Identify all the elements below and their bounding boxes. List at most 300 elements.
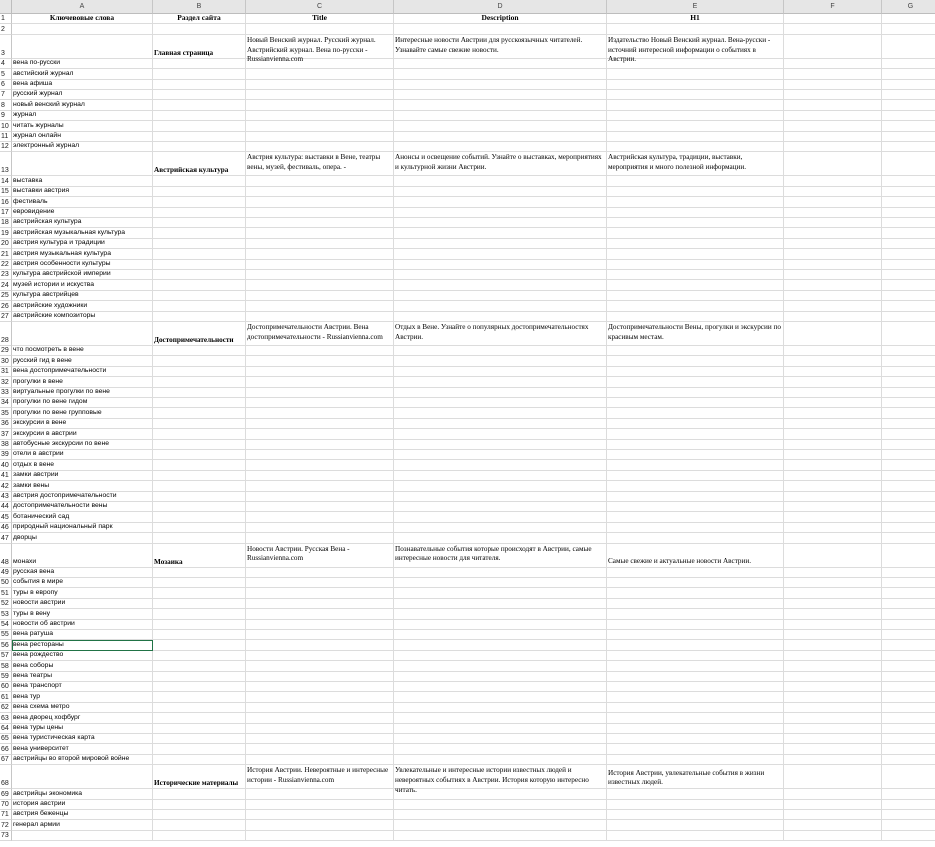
keyword-cell[interactable]: новости об австрии [12,620,153,630]
column-header-d[interactable]: D [394,0,607,14]
cell[interactable] [246,744,394,754]
cell[interactable] [246,533,394,543]
cell[interactable] [882,80,935,90]
keyword-cell[interactable]: культура австрийской империи [12,270,153,280]
cell[interactable] [12,765,153,789]
cell[interactable] [882,692,935,702]
cell[interactable] [784,831,882,841]
cell[interactable] [394,672,607,682]
cell[interactable] [394,724,607,734]
h1-cell[interactable]: Издательство Новый Венский журнал. Вена-русски - источний интересной информации о событиях в Австрии. [607,35,784,59]
cell[interactable] [394,713,607,723]
h1-cell[interactable]: История Австрии, увлекательные события в жизни известных людей. [607,765,784,789]
cell[interactable] [394,831,607,841]
cell[interactable] [246,176,394,186]
row-header[interactable]: 27 [0,312,12,322]
cell[interactable] [394,630,607,640]
cell[interactable] [246,831,394,841]
row-header[interactable]: 39 [0,450,12,460]
cell[interactable] [153,502,246,512]
cell[interactable] [784,765,882,789]
cell[interactable] [153,260,246,270]
cell[interactable] [784,69,882,79]
cell[interactable] [607,59,784,69]
cell[interactable] [394,377,607,387]
cell[interactable] [784,59,882,69]
row-header[interactable]: 34 [0,398,12,408]
cell[interactable] [246,703,394,713]
cell[interactable] [153,291,246,301]
row-header[interactable]: 42 [0,481,12,491]
cell[interactable] [882,59,935,69]
cell[interactable] [882,755,935,765]
cell[interactable] [882,429,935,439]
cell[interactable] [607,599,784,609]
row-header[interactable]: 17 [0,208,12,218]
cell[interactable] [607,471,784,481]
keyword-cell[interactable]: вена рождество [12,651,153,661]
keyword-cell[interactable]: новости австрии [12,599,153,609]
cell[interactable] [784,440,882,450]
cell[interactable] [784,346,882,356]
cell[interactable] [607,460,784,470]
cell[interactable] [246,450,394,460]
cell[interactable] [246,609,394,619]
cell[interactable] [784,820,882,830]
row-header[interactable]: 70 [0,800,12,810]
keyword-cell[interactable]: туры в европу [12,588,153,598]
cell[interactable] [394,208,607,218]
cell[interactable] [784,800,882,810]
cell[interactable] [784,187,882,197]
cell[interactable] [882,512,935,522]
keyword-cell[interactable]: австрия культура и традиции [12,239,153,249]
cell[interactable] [882,176,935,186]
cell[interactable] [784,713,882,723]
row-header[interactable]: 10 [0,121,12,131]
cell[interactable] [882,800,935,810]
cell[interactable] [394,280,607,290]
cell[interactable] [784,609,882,619]
cell[interactable] [246,523,394,533]
cell[interactable] [394,450,607,460]
cell[interactable] [882,789,935,799]
cell[interactable] [607,208,784,218]
cell[interactable] [394,682,607,692]
row-header[interactable]: 66 [0,744,12,754]
cell[interactable] [153,59,246,69]
cell[interactable] [784,734,882,744]
cell[interactable] [153,734,246,744]
cell[interactable] [12,24,153,34]
keyword-cell[interactable]: вена дворец хофбург [12,713,153,723]
cell[interactable] [882,568,935,578]
cell[interactable] [607,228,784,238]
cell[interactable] [153,377,246,387]
keyword-cell[interactable]: достопримечательности вены [12,502,153,512]
row-header[interactable]: 45 [0,512,12,522]
cell[interactable] [882,820,935,830]
cell[interactable] [153,481,246,491]
cell[interactable] [153,69,246,79]
cell[interactable] [246,471,394,481]
cell[interactable] [246,692,394,702]
cell[interactable] [784,630,882,640]
cell[interactable] [246,800,394,810]
cell[interactable] [882,502,935,512]
cell[interactable] [784,429,882,439]
cell[interactable] [882,765,935,789]
cell[interactable] [394,599,607,609]
cell[interactable] [784,142,882,152]
row-header[interactable]: 6 [0,80,12,90]
row-header[interactable]: 71 [0,810,12,820]
cell[interactable] [784,239,882,249]
cell[interactable] [246,291,394,301]
keyword-cell[interactable]: вена тур [12,692,153,702]
cell[interactable] [784,197,882,207]
cell[interactable] [784,651,882,661]
cell[interactable] [12,831,153,841]
cell[interactable] [882,322,935,346]
description-cell[interactable]: Интересные новости Австрии для русскоязычных читателей. Узнавайте самые свежие новости. [394,35,607,59]
cell[interactable] [153,820,246,830]
header-cell-a[interactable]: Ключевовые слова [12,14,153,24]
row-header[interactable]: 18 [0,218,12,228]
cell[interactable] [784,356,882,366]
cell[interactable] [153,187,246,197]
title-cell[interactable]: История Австрии. Невероятные и интересные истории - Russianvienna.com [246,765,394,789]
cell[interactable] [784,492,882,502]
section-name-cell[interactable]: Главная страница [153,35,246,59]
cell[interactable] [607,831,784,841]
row-header[interactable]: 52 [0,599,12,609]
cell[interactable] [153,578,246,588]
keyword-cell[interactable]: что посмотреть в вене [12,346,153,356]
cell[interactable] [246,228,394,238]
cell[interactable] [246,301,394,311]
cell[interactable] [153,682,246,692]
keyword-cell[interactable]: вена театры [12,672,153,682]
section-name-cell[interactable]: Мозаика [153,544,246,568]
cell[interactable] [784,121,882,131]
keyword-cell[interactable]: вена туры цены [12,724,153,734]
cell[interactable] [394,640,607,650]
row-header[interactable]: 73 [0,831,12,841]
cell[interactable] [394,578,607,588]
cell[interactable] [153,367,246,377]
row-header[interactable]: 57 [0,651,12,661]
cell[interactable] [153,640,246,650]
cell[interactable] [153,744,246,754]
cell[interactable] [882,481,935,491]
cell[interactable] [784,152,882,176]
cell[interactable] [394,609,607,619]
cell[interactable] [246,682,394,692]
column-header-a[interactable]: A [12,0,153,14]
cell[interactable] [784,367,882,377]
cell[interactable] [607,239,784,249]
cell[interactable] [246,280,394,290]
cell[interactable] [784,270,882,280]
cell[interactable] [394,755,607,765]
cell[interactable] [246,218,394,228]
row-header[interactable]: 58 [0,661,12,671]
cell[interactable] [607,90,784,100]
keyword-cell[interactable]: вена университет [12,744,153,754]
cell[interactable] [882,208,935,218]
cell[interactable] [246,724,394,734]
row-header[interactable]: 37 [0,429,12,439]
row-header[interactable]: 33 [0,388,12,398]
cell[interactable] [784,100,882,110]
cell[interactable] [246,755,394,765]
keyword-cell[interactable]: виртуальные прогулки по вене [12,388,153,398]
cell[interactable] [784,599,882,609]
keyword-cell[interactable]: австрийская музыкальная культура [12,228,153,238]
cell[interactable] [784,460,882,470]
cell[interactable] [246,142,394,152]
cell[interactable] [784,620,882,630]
cell[interactable] [153,270,246,280]
section-name-cell[interactable]: Австрийская культура [153,152,246,176]
cell[interactable] [882,69,935,79]
cell[interactable] [246,270,394,280]
cell[interactable] [784,312,882,322]
cell[interactable] [607,249,784,259]
cell[interactable] [153,346,246,356]
row-header[interactable]: 25 [0,291,12,301]
cell[interactable] [882,356,935,366]
cell[interactable] [153,208,246,218]
row-header[interactable]: 46 [0,523,12,533]
cell[interactable] [607,260,784,270]
cell[interactable] [394,228,607,238]
cell[interactable] [394,111,607,121]
cell[interactable] [394,260,607,270]
row-header[interactable]: 30 [0,356,12,366]
description-cell[interactable]: Познавательные события которые происходят в Австрии, самые интересные новости для читателя. [394,544,607,568]
keyword-cell[interactable]: русская вена [12,568,153,578]
cell[interactable] [607,755,784,765]
cell[interactable] [246,620,394,630]
cell[interactable] [784,111,882,121]
keyword-cell[interactable]: фестиваль [12,197,153,207]
title-cell[interactable]: Австрия культура: выставки в Вене, театры вены, музей, фестиваль, опера. - [246,152,394,176]
row-header[interactable]: 65 [0,734,12,744]
cell[interactable] [246,492,394,502]
cell[interactable] [784,481,882,491]
cell[interactable] [394,661,607,671]
cell[interactable] [153,651,246,661]
cell[interactable] [246,429,394,439]
cell[interactable] [153,630,246,640]
cell[interactable] [153,398,246,408]
row-header[interactable]: 48 [0,544,12,568]
cell[interactable] [784,249,882,259]
cell[interactable] [882,440,935,450]
cell[interactable] [153,142,246,152]
column-header-e[interactable]: E [607,0,784,14]
cell[interactable] [882,280,935,290]
cell[interactable] [394,460,607,470]
cell[interactable] [153,533,246,543]
row-header[interactable]: 51 [0,588,12,598]
section-name-cell[interactable]: Достопримечательности [153,322,246,346]
cell[interactable] [153,132,246,142]
cell[interactable] [394,789,607,799]
keyword-cell[interactable]: вена афиша [12,80,153,90]
cell[interactable] [153,568,246,578]
keyword-cell[interactable]: экскурсии в австрии [12,429,153,439]
cell[interactable] [394,800,607,810]
cell[interactable] [607,121,784,131]
cell[interactable] [607,408,784,418]
cell[interactable] [882,142,935,152]
keyword-cell[interactable]: австийский журнал [12,69,153,79]
keyword-cell[interactable]: культура австрийцев [12,291,153,301]
cell[interactable] [246,312,394,322]
cell[interactable] [394,620,607,630]
cell[interactable] [882,228,935,238]
row-header[interactable]: 4 [0,59,12,69]
keyword-cell[interactable]: австрийцы экономика [12,789,153,799]
cell[interactable] [153,197,246,207]
cell[interactable] [394,744,607,754]
cell[interactable] [394,80,607,90]
row-header[interactable]: 11 [0,132,12,142]
cell[interactable] [882,398,935,408]
cell[interactable] [246,810,394,820]
cell[interactable] [394,59,607,69]
cell[interactable] [784,578,882,588]
cell[interactable] [246,121,394,131]
keyword-cell[interactable]: австрия особенности культуры [12,260,153,270]
description-cell[interactable]: Отдых в Вене. Узнайте о популярных достопримечательностях Австрии. [394,322,607,346]
cell[interactable] [882,408,935,418]
cell[interactable] [246,388,394,398]
cell[interactable] [394,176,607,186]
cell[interactable] [607,713,784,723]
cell[interactable] [246,249,394,259]
cell[interactable] [153,176,246,186]
row-header[interactable]: 21 [0,249,12,259]
cell[interactable] [607,810,784,820]
cell[interactable] [882,312,935,322]
cell[interactable] [607,682,784,692]
keyword-cell[interactable]: русский гид в вене [12,356,153,366]
row-header[interactable]: 36 [0,419,12,429]
cell[interactable] [394,734,607,744]
cell[interactable] [607,440,784,450]
cell[interactable] [607,703,784,713]
cell[interactable] [246,578,394,588]
cell[interactable] [607,100,784,110]
row-header[interactable]: 8 [0,100,12,110]
cell[interactable] [394,132,607,142]
cell[interactable] [784,280,882,290]
cell[interactable] [394,692,607,702]
cell[interactable] [394,502,607,512]
column-header-b[interactable]: B [153,0,246,14]
row-header[interactable]: 61 [0,692,12,702]
cell[interactable] [246,481,394,491]
cell[interactable] [882,578,935,588]
cell[interactable] [882,460,935,470]
keyword-cell[interactable]: австрийские композиторы [12,312,153,322]
cell[interactable] [882,640,935,650]
cell[interactable] [394,187,607,197]
cell[interactable] [607,512,784,522]
cell[interactable] [246,100,394,110]
cell[interactable] [394,810,607,820]
cell[interactable] [153,471,246,481]
cell[interactable] [153,692,246,702]
cell[interactable] [882,239,935,249]
row-header[interactable]: 59 [0,672,12,682]
cell[interactable] [607,80,784,90]
cell[interactable] [246,398,394,408]
cell[interactable] [607,429,784,439]
cell[interactable] [882,270,935,280]
cell[interactable] [153,831,246,841]
cell[interactable] [784,544,882,568]
cell[interactable] [607,481,784,491]
cell[interactable] [394,90,607,100]
cell[interactable] [882,249,935,259]
cell[interactable] [394,651,607,661]
cell[interactable] [882,744,935,754]
h1-cell[interactable]: Самые свежие и актуальные новости Австрии. [607,544,784,568]
row-header[interactable]: 14 [0,176,12,186]
keyword-cell[interactable]: австрийцы во второй мировой войне [12,755,153,765]
cell[interactable] [784,640,882,650]
keyword-cell[interactable]: дворцы [12,533,153,543]
row-header[interactable]: 3 [0,35,12,59]
row-header[interactable]: 55 [0,630,12,640]
keyword-cell[interactable]: новый венский журнал [12,100,153,110]
cell[interactable] [153,661,246,671]
cell[interactable] [246,208,394,218]
cell[interactable] [153,800,246,810]
keyword-cell[interactable]: вена схема метро [12,703,153,713]
cell[interactable] [394,24,607,34]
row-header[interactable]: 12 [0,142,12,152]
cell[interactable] [882,14,935,24]
cell[interactable] [784,228,882,238]
cell[interactable] [394,291,607,301]
keyword-cell[interactable]: австрийские художники [12,301,153,311]
cell[interactable] [246,24,394,34]
row-header[interactable]: 32 [0,377,12,387]
cell[interactable] [153,672,246,682]
row-header[interactable]: 64 [0,724,12,734]
cell[interactable] [607,301,784,311]
cell[interactable] [153,100,246,110]
row-header[interactable]: 16 [0,197,12,207]
cell[interactable] [394,408,607,418]
cell[interactable] [784,260,882,270]
keyword-cell[interactable]: вена транспорт [12,682,153,692]
keyword-cell[interactable]: замки вены [12,481,153,491]
cell[interactable] [153,609,246,619]
cell[interactable] [607,651,784,661]
row-header[interactable]: 44 [0,502,12,512]
cell[interactable] [784,512,882,522]
cell[interactable] [607,270,784,280]
keyword-cell[interactable]: журнал онлайн [12,132,153,142]
cell[interactable] [882,388,935,398]
